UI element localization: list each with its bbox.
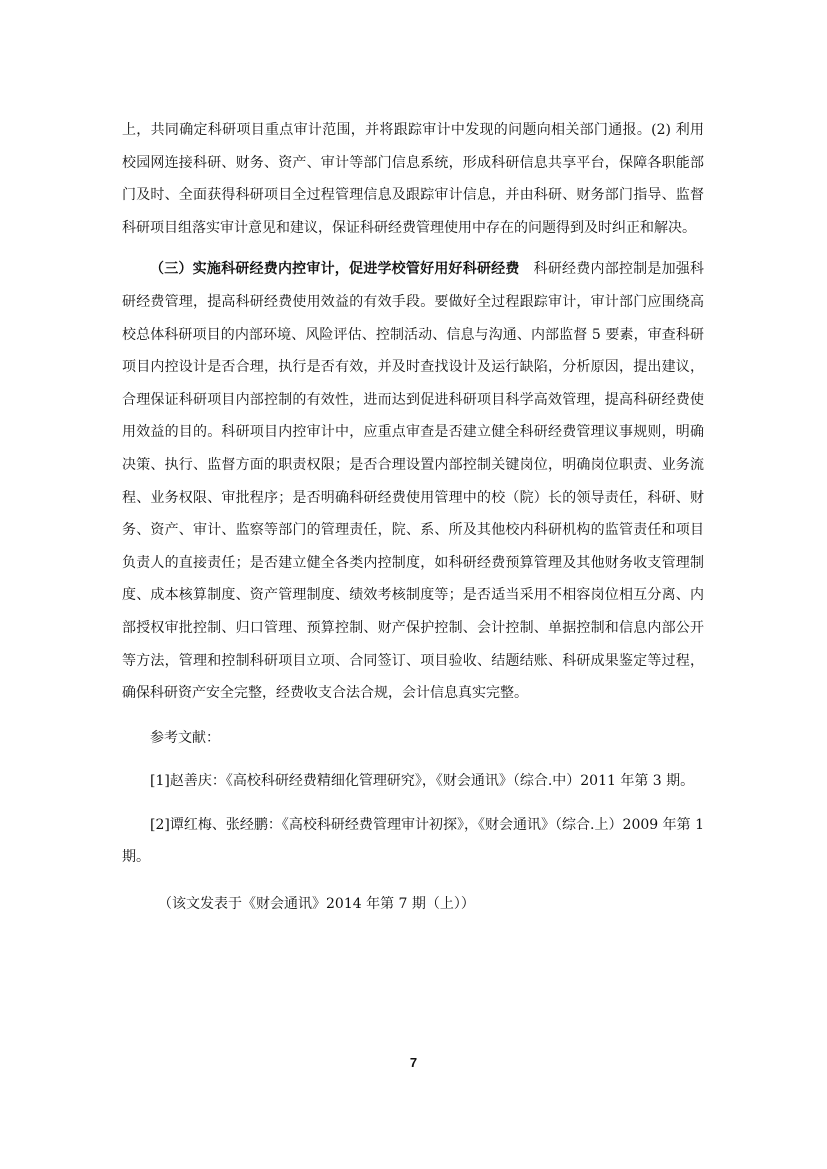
reference-item-1: [1]赵善庆：《高校科研经费精细化管理研究》，《财会通讯》（综合.中）2011 年第 3 期。 — [150, 773, 695, 790]
section-3-heading: （三）实施科研经费内控审计，促进学校管好用好科研经费 — [150, 261, 520, 278]
body-paragraph-1: 上，共同确定科研项目重点审计范围，并将跟踪审计中发现的问题向相关部门通报。(2) 利用校园网连接科研、财务、资产、审计等部门信息系统，形成科研信息共享平台，保障各职能部门及时、全面获得科研项目全过程管理信息及跟踪审计信息，并由科研、财务部门指导、监督科研项目组落实审计意见和建议，保证科研经费管理使用中存在的问题得到及时纠正和解决。 — [122, 122, 704, 236]
section-3-text: 科研经费内部控制是加强科研经费管理，提高科研经费使用效益的有效手段。要做好全过程跟踪审计，审计部门应围绕高校总体科研项目的内部环境、风险评估、控制活动、信息与沟通、内部监督 5 要素，审查科研项目内控设计是否合理，执行是否有效，并及时查找设计及运行缺陷，分析原因，提出建议，合理保证科研项目内部控制的有效性，进而达到促进科研项目科学高效管理，提高科研经费使用效益的目的。科研项目内控审计中，应重点审查是否建立健全科研经费管理议事规则，明确决策、执行、监督方面的职责权限；是否合理设置内部控制关键岗位，明确岗位职责、业务流程、业务权限、审批程序；是否明确科研经费使用管理中的校（院）长的领导责任，科研、财务、资产、审计、监察等部门的管理责任，院、系、所及其他校内科研机构的监管责任和项目负责人的直接责任；是否建立健全各类内控制度，如科研经费预算管理及其他财务收支管理制度、成本核算制度、资产管理制度、绩效考核制度等；是否适当采用不相容岗位相互分离、内部授权审批控制、归口管理、预算控制、财产保护控制、会计控制、单据控制和信息内部公开等方法，管理和控制科研项目立项、合同签订、项目验收、结题结账、科研成果鉴定等过程，确保科研资产安全完整，经费收支合法合规，会计信息真实完整。 — [122, 261, 705, 702]
page-number: 7 — [409, 1055, 418, 1070]
publication-note: （该文发表于《财会通讯》2014 年第 7 期（上）） — [158, 896, 475, 913]
reference-item-2: [2]谭红梅、张经鹏：《高校科研经费管理审计初探》，《财会通讯》（综合.上）2009 年第 1 期。 — [122, 816, 704, 866]
document-page — [122, 114, 704, 921]
section-3-paragraph — [122, 253, 704, 709]
references-title: 参考文献： — [150, 729, 220, 746]
